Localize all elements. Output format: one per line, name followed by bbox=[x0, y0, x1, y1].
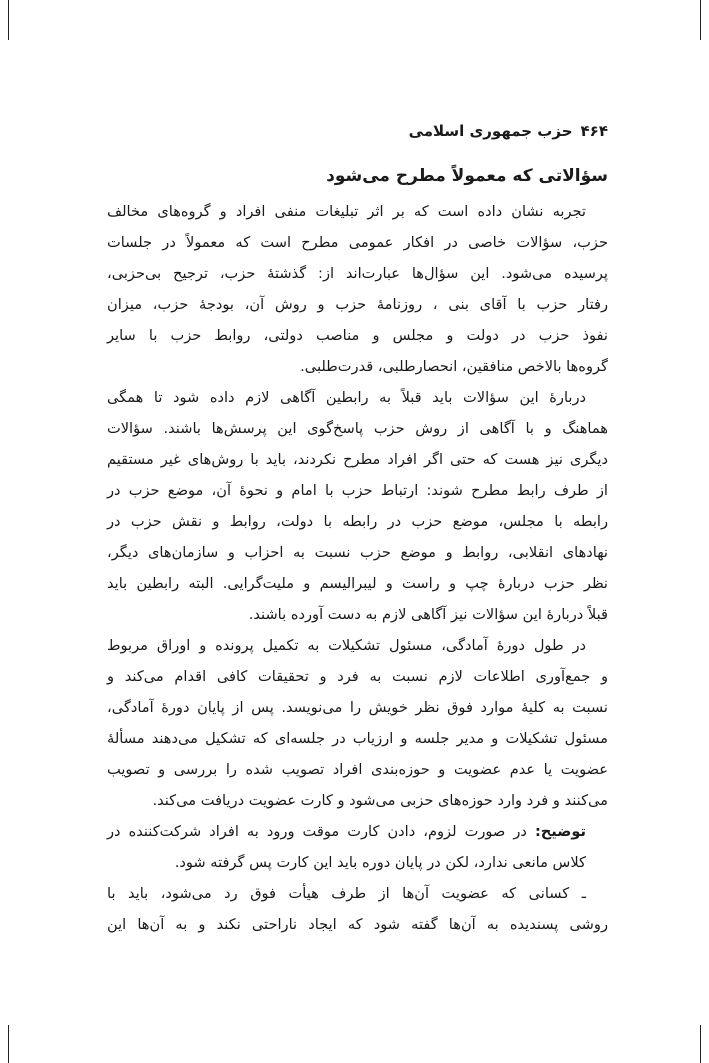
running-header bbox=[107, 122, 608, 140]
note-text: در صورت لزوم، دادن کارت موقت ورود به افراد شرکت‌کننده در bbox=[107, 823, 535, 840]
text-line bbox=[107, 816, 608, 847]
paragraph-3 bbox=[107, 630, 608, 816]
text-line: می‌کنند و فرد وارد حوزه‌های حزبی می‌شود و کارت عضویت دریافت می‌کند. bbox=[152, 792, 608, 809]
text-line: رفتار حزب با آقای بنی ، روزنامهٔ حزب و روش آن، بودجهٔ حزب، میزان bbox=[107, 296, 608, 313]
text-line: روشی پسندیده به آن‌ها گفته شود که ایجاد ناراحتی نکند و به آن‌ها این bbox=[107, 916, 608, 933]
paragraph-5 bbox=[107, 878, 608, 940]
text-line: عضویت یا عدم عضویت و حوزه‌بندی افراد تصویب شده را بررسی و تصویب bbox=[107, 761, 608, 778]
crop-mark-bottom-right bbox=[700, 1025, 701, 1063]
text-line: دربارهٔ این سؤالات باید قبلاً به رابطین آگاهی لازم داده شود تا همگی bbox=[107, 389, 586, 406]
crop-mark-top-right bbox=[700, 0, 701, 40]
text-line: تجربه نشان داده است که بر اثر تبلیغات منفی افراد و گروه‌های مخالف bbox=[107, 203, 586, 220]
text-line: گروه‌ها بالاخص منافقین، انحصارطلبی، قدرت‌طلبی. bbox=[300, 358, 608, 375]
note-label: توضیح: bbox=[534, 823, 586, 840]
text-line: دیگری نیز هست که حتی اگر افراد مطرح نکردند، باید با روش‌های غیر مستقیم bbox=[107, 451, 608, 468]
text-line: قبلاً دربارهٔ این سؤالات نیز آگاهی لازم به دست آورده باشند. bbox=[248, 606, 608, 623]
note-paragraph bbox=[107, 816, 608, 878]
text-line: پرسیده می‌شود. این سؤال‌ها عبارت‌اند از: گذشتهٔ حزب، ترجیح بی‌حزبی، bbox=[107, 265, 608, 282]
text-line: حزب، سؤالات خاصی در افکار عمومی مطرح است که معمولاً در جلسات bbox=[107, 234, 608, 251]
crop-mark-top-left bbox=[8, 0, 9, 40]
running-title: حزب جمهوری اسلامی bbox=[408, 122, 573, 140]
paragraph-1 bbox=[107, 196, 608, 382]
page-number: ۴۶۴ bbox=[580, 122, 608, 140]
text-line: نهادهای انقلابی، روابط و موضع حزب نسبت به احزاب و سازمان‌های دیگر، bbox=[107, 544, 608, 561]
body-text bbox=[107, 196, 608, 940]
text-line: و جمع‌آوری اطلاعات لازم نسبت به فرد و تحقیقات کافی اقدام می‌کند و bbox=[107, 668, 608, 685]
text-line: هماهنگ و با آگاهی از روش حزب پاسخ‌گوی این پرسش‌ها باشند. سؤالات bbox=[107, 420, 608, 437]
text-line: نظر حزب دربارهٔ چپ و راست و لیبرالیسم و ملیت‌گرایی. البته رابطین باید bbox=[107, 575, 608, 592]
paragraph-2 bbox=[107, 382, 608, 630]
section-heading: سؤالاتی که معمولاً مطرح می‌شود bbox=[326, 166, 608, 186]
text-line: رابطه با مجلس، موضع حزب در رابطه با دولت، روابط و نقش حزب در bbox=[107, 513, 608, 530]
text-line: کلاس مانعی ندارد، لکن در پایان دوره باید این کارت پس گرفته شود. bbox=[174, 854, 586, 871]
text-line: ـ کسانی که عضویت آن‌ها از طرف هیأت فوق رد می‌شود، باید با bbox=[107, 885, 586, 902]
text-line: از طرف رابط مطرح شوند: ارتباط حزب با امام و نحوهٔ آن، موضع حزب در bbox=[107, 482, 608, 499]
text-line: نسبت به کلیهٔ موارد فوق نظر خویش را می‌نویسد. پس از پایان دورهٔ آمادگی، bbox=[107, 699, 608, 716]
text-line: نفوذ حزب در دولت و مجلس و مناصب دولتی، روابط حزب با سایر bbox=[107, 327, 608, 344]
crop-mark-bottom-left bbox=[8, 1025, 9, 1063]
text-line: مسئول تشکیلات و مدیر جلسه و ارزیاب در جلسه‌ای که تشکیل می‌دهند مسألهٔ bbox=[107, 730, 608, 747]
text-line: در طول دورهٔ آمادگی، مسئول تشکیلات به تکمیل پرونده و اوراق مربوط bbox=[107, 637, 586, 654]
